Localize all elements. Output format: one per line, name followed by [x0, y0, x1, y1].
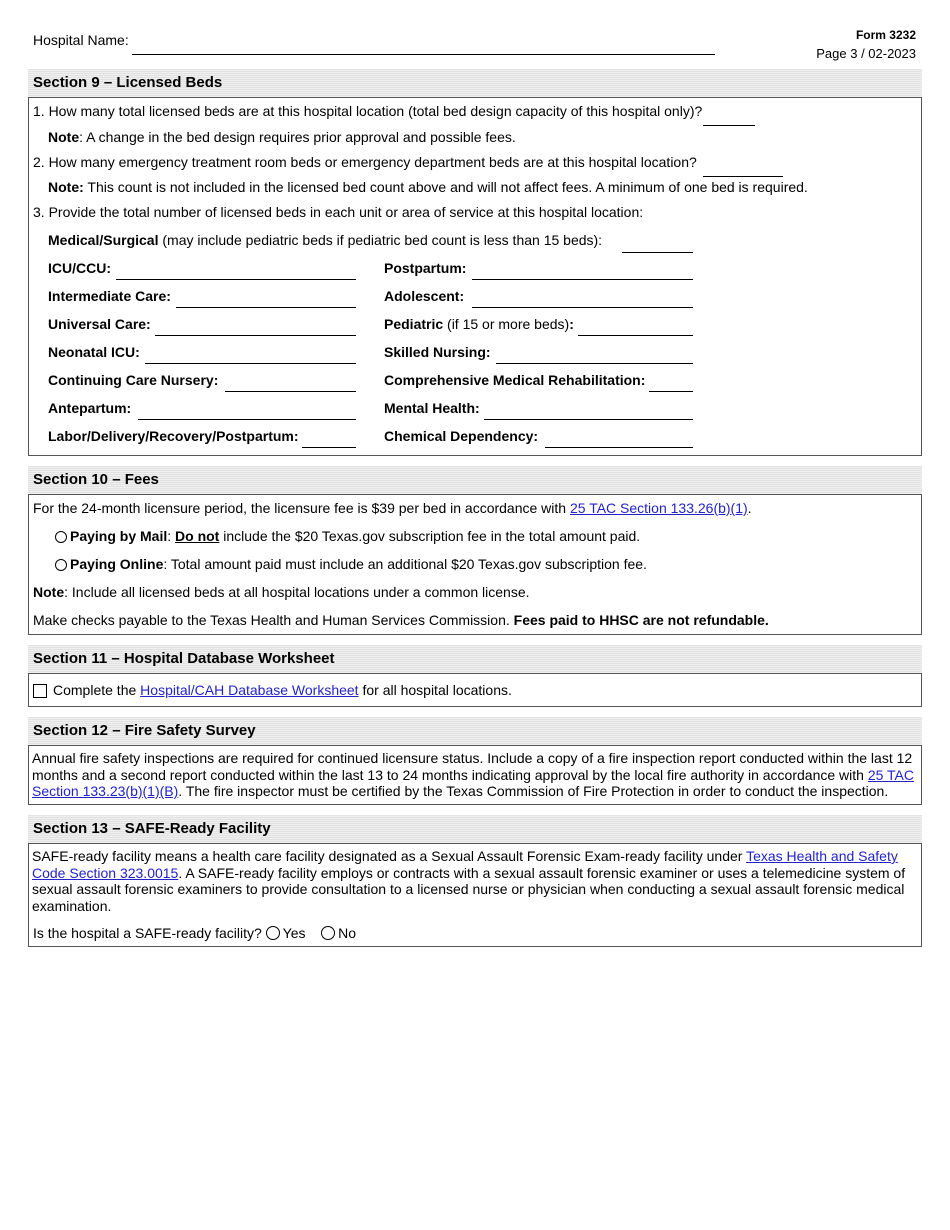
- adolescent-label: Adolescent:: [384, 288, 465, 304]
- skilled-nursing-field[interactable]: [496, 363, 693, 364]
- checks-payable: [33, 612, 769, 628]
- fee-rule-link[interactable]: 25 TAC Section 133.26(b)(1): [569, 500, 748, 516]
- total-beds-field[interactable]: [703, 125, 755, 126]
- intermediate-care-label: Intermediate Care:: [48, 288, 171, 304]
- pediatric-note: (if 15 or more beds): [443, 316, 570, 332]
- worksheet-text-post: for all hospital locations.: [358, 682, 512, 698]
- note-label: Note:: [48, 179, 84, 195]
- fee-intro-end: .: [747, 500, 752, 516]
- ldrp-label: Labor/Delivery/Recovery/Postpartum:: [48, 428, 299, 444]
- q1-note: [48, 129, 516, 145]
- section-13-header: Section 13 – SAFE-Ready Facility: [28, 815, 922, 843]
- q2-note: [48, 179, 808, 195]
- pay-by-mail-radio[interactable]: [55, 531, 67, 543]
- fire-safety-text: [32, 750, 916, 800]
- medsurg-label-row: [48, 232, 602, 248]
- safe-ready-text: [32, 848, 916, 914]
- rehab-label: Comprehensive Medical Rehabilitation:: [384, 372, 646, 388]
- neonatal-icu-label: Neonatal ICU:: [48, 344, 140, 360]
- icu-ccu-field[interactable]: [116, 279, 356, 280]
- medsurg-label: Medical/Surgical: [48, 232, 159, 248]
- fire-safety-text-1: Annual fire safety inspections are required for continued licensure status. Include a copy of a fire inspection report conducted within the last 12 months and a second report conducted within the last 13 to 24 months indicating approval by the local fire authority in accordance with: [32, 750, 913, 783]
- fee-note: [33, 584, 530, 600]
- not-refundable-text: Fees paid to HHSC are not refundable.: [513, 612, 769, 628]
- postpartum-label: Postpartum:: [384, 260, 467, 276]
- postpartum-field[interactable]: [472, 279, 693, 280]
- note-text: : Include all licensed beds at all hospital locations under a common license.: [64, 584, 530, 600]
- database-worksheet-checkbox[interactable]: [33, 684, 47, 698]
- form-number: Form 3232: [855, 28, 916, 42]
- section-12-header: Section 12 – Fire Safety Survey: [28, 717, 922, 745]
- continuing-care-nursery-field[interactable]: [225, 391, 356, 392]
- emergency-beds-field[interactable]: [703, 176, 783, 177]
- section-10-header: Section 10 – Fees: [28, 466, 922, 494]
- page-info: Page 3 / 02-2023: [816, 46, 916, 61]
- pediatric-field[interactable]: [578, 335, 693, 336]
- mental-health-field[interactable]: [484, 419, 693, 420]
- yes-label: Yes: [282, 925, 306, 941]
- section-9-header: Section 9 – Licensed Beds: [28, 69, 922, 97]
- hospital-name-label: Hospital Name:: [33, 32, 129, 48]
- safe-ready-yes-radio[interactable]: [266, 926, 280, 940]
- pay-by-mail-option: [55, 528, 640, 544]
- note-label: Note: [48, 129, 80, 145]
- pay-online-text: : Total amount paid must include an additional $20 Texas.gov subscription fee.: [163, 556, 647, 572]
- note-text: : A change in the bed design requires prior approval and possible fees.: [79, 129, 516, 145]
- mental-health-label: Mental Health:: [384, 400, 480, 416]
- q3-text: 3. Provide the total number of licensed beds in each unit or area of service at this hospital location:: [33, 204, 644, 220]
- antepartum-label: Antepartum:: [48, 400, 132, 416]
- do-not-text: Do not: [175, 528, 220, 544]
- health-safety-code-link[interactable]: Texas Health and Safety Code Section 323.0015: [32, 848, 898, 881]
- pediatric-colon: :: [569, 316, 574, 332]
- medsurg-note: (may include pediatric beds if pediatric bed count is less than 15 beds):: [158, 232, 603, 248]
- safe-ready-text-1: SAFE-ready facility means a health care facility designated as a Sexual Assault Forensic Exam-ready facility under: [32, 848, 747, 864]
- pay-online-label: Paying Online: [70, 556, 164, 572]
- pay-by-mail-label: Paying by Mail: [70, 528, 168, 544]
- safe-ready-no-radio[interactable]: [321, 926, 335, 940]
- universal-care-label: Universal Care:: [48, 316, 151, 332]
- safe-ready-question: Is the hospital a SAFE-ready facility?: [33, 925, 262, 941]
- database-worksheet-row: [33, 682, 512, 698]
- fee-intro: [33, 500, 752, 516]
- chemical-dependency-field[interactable]: [545, 447, 693, 448]
- fire-safety-text-2: . The fire inspector must be certified by the Texas Commission of Fire Protection in order to conduct the inspection.: [178, 783, 889, 799]
- icu-ccu-label: ICU/CCU:: [48, 260, 111, 276]
- pay-online-option: [55, 556, 647, 572]
- medsurg-field[interactable]: [622, 252, 693, 253]
- q2-text: 2. How many emergency treatment room beds or emergency department beds are at this hospital location?: [33, 154, 697, 170]
- database-worksheet-link[interactable]: Hospital/CAH Database Worksheet: [140, 682, 359, 698]
- pay-by-mail-text: include the $20 Texas.gov subscription fee in the total amount paid.: [219, 528, 641, 544]
- antepartum-field[interactable]: [138, 419, 356, 420]
- neonatal-icu-field[interactable]: [145, 363, 356, 364]
- fee-intro-text: For the 24-month licensure period, the licensure fee is $39 per bed in accordance with: [33, 500, 570, 516]
- checks-text: Make checks payable to the Texas Health and Human Services Commission.: [33, 612, 514, 628]
- pay-by-mail-colon: :: [167, 528, 176, 544]
- ldrp-field[interactable]: [302, 447, 356, 448]
- worksheet-text-pre: Complete the: [53, 682, 141, 698]
- continuing-care-nursery-label: Continuing Care Nursery:: [48, 372, 219, 388]
- chemical-dependency-label: Chemical Dependency:: [384, 428, 539, 444]
- pediatric-label-row: [384, 316, 574, 332]
- safe-ready-question-row: [33, 925, 356, 941]
- note-label: Note: [33, 584, 65, 600]
- pay-online-radio[interactable]: [55, 559, 67, 571]
- no-label: No: [338, 925, 356, 941]
- intermediate-care-field[interactable]: [176, 307, 356, 308]
- note-text: This count is not included in the licensed bed count above and will not affect fees. A minimum of one bed is required.: [83, 179, 808, 195]
- rehab-field[interactable]: [649, 391, 693, 392]
- adolescent-field[interactable]: [472, 307, 693, 308]
- fire-safety-rule-link[interactable]: 25 TAC Section 133.23(b)(1)(B): [32, 766, 914, 799]
- skilled-nursing-label: Skilled Nursing:: [384, 344, 491, 360]
- hospital-name-field[interactable]: [132, 54, 715, 55]
- q1-text: 1. How many total licensed beds are at this hospital location (total bed design capacity of this hospital only)?: [33, 103, 703, 119]
- safe-ready-text-2: . A SAFE-ready facility employs or contracts with a sexual assault forensic examiner or uses a telemedicine system of sexual assault forensic examiners to provide consultation to a licensed nurse or physician when conducting a sexual assault forensic medical examination.: [32, 864, 906, 914]
- pediatric-label: Pediatric: [384, 316, 444, 332]
- universal-care-field[interactable]: [155, 335, 356, 336]
- section-11-header: Section 11 – Hospital Database Worksheet: [28, 645, 922, 673]
